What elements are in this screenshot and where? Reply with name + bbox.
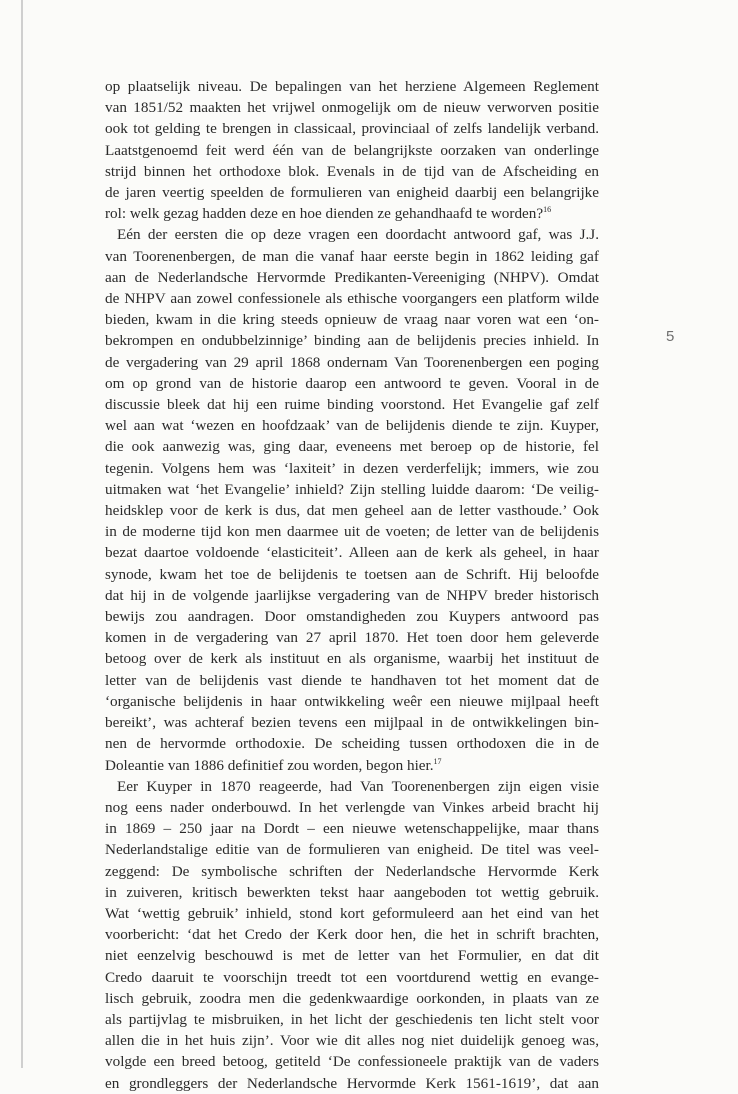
footnote-ref: 17 [433, 756, 442, 766]
text-line: op plaatselijk niveau. De bepalingen van het herziene Algemeen Reglement [105, 78, 599, 95]
text-line: letter van de belijdenis vast diende te handhaven tot het moment dat de [105, 671, 599, 689]
paragraph-3 [105, 776, 599, 1094]
text-line: niet eenzelvig beschouwd is met de letter van het Formulier, en dat dit [105, 947, 599, 965]
text-line: die ook aanwezig was, ging daar, eveneens met beroep op de historie, fel [105, 438, 599, 456]
text-line: discussie bleek dat hij een ruime binding voorstond. Het Evangelie gaf zelf [105, 396, 599, 414]
text-line: bekrompen en ondubbelzinnige’ binding aan de belijdenis precies inhield. In [105, 332, 599, 350]
text-line: ‘organische belijdenis in haar ontwikkeling weêr een nieuwe mijlpaal heeft [105, 692, 599, 710]
text-line: in 1869 – 250 jaar na Dordt – een nieuwe wetenschappelijke, maar thans [105, 820, 599, 838]
text-line-content: Doleantie van 1886 definitief zou worden, begon hier. [105, 756, 434, 774]
text-line: nog eens nader onderbouwd. In het verlengde van Vinkes arbeid bracht hij [105, 798, 599, 816]
text-line: allen die in het huis zijn’. Voor wie dit alles nog niet duidelijk genoeg was, [105, 1032, 599, 1050]
text-line: synode, kwam het toe de belijdenis te toetsen aan de Schrift. Hij beloofde [105, 565, 599, 583]
footnote-ref: 16 [543, 205, 552, 215]
text-line: Eer Kuyper in 1870 reageerde, had Van Toorenenbergen zijn eigen visie [117, 777, 599, 795]
text-line: als partijvlag te misbruiken, in het licht der geschiedenis ten licht stelt voor [105, 1010, 599, 1028]
text-line: nen de hervormde orthodoxie. De scheiding tussen orthodoxen die in de [105, 735, 599, 753]
text-line: bieden, kwam in die kring steeds opnieuw de vraag naar voren wat een ‘on- [105, 311, 599, 329]
text-line: volgde een breed betoog, getiteld ‘De confessioneele praktijk van de vaders [105, 1053, 599, 1071]
text-line: wel aan wat ‘wezen en hoofdzaak’ van de belijdenis diende te zijn. Kuyper, [105, 417, 599, 435]
text-line: bereikt’, was achteraf bezien tevens een mijlpaal in de ontwikkelingen bin- [105, 714, 599, 732]
text-line: voorbericht: ‘dat het Credo der Kerk door hen, die het in schrift brachten, [105, 926, 599, 944]
text-line-last [105, 755, 599, 776]
text-line: om op grond van de historie daarop een antwoord te geven. Vooral in de [105, 374, 599, 392]
paragraph-2 [105, 224, 599, 775]
body-text [105, 76, 599, 1094]
text-line: Laatstgenoemd feit werd één van de belangrijkste oorzaken van onderlinge [105, 141, 599, 159]
text-line: Nederlandstalige editie van de formulieren van enigheid. De titel was veel- [105, 841, 599, 859]
text-line: bewijs zou aandragen. Door omstandigheden zou Kuypers antwoord pas [105, 608, 599, 626]
text-line: de vergadering van 29 april 1868 ondernam Van Toorenenbergen een poging [105, 353, 599, 371]
text-line: aan de Nederlandsche Hervormde Predikanten-Vereeniging (NHPV). Omdat [105, 268, 599, 286]
text-line: Eén der eersten die op deze vragen een doordacht antwoord gaf, was J.J. [117, 226, 599, 244]
paragraph-1 [105, 76, 599, 224]
text-line: Credo daaruit te voorschijn treedt tot een voortdurend wettig en evange- [105, 968, 599, 986]
text-line: dat hij in de volgende jaarlijkse vergadering van de NHPV breder historisch [105, 586, 599, 604]
text-line: ook tot gelding te brengen in classicaal, provinciaal of zelfs landelijk verband. [105, 120, 599, 138]
margin-rule [21, 0, 23, 1068]
text-line: de NHPV aan zowel confessionele als ethische voorgangers een platform wilde [105, 290, 599, 308]
text-line: uitmaken wat ‘het Evangelie’ inhield? Zijn stelling luidde daarom: ‘De veilig- [105, 480, 599, 498]
page-number: 5 [666, 328, 675, 345]
text-line: betoog over de kerk als instituut en als organisme, waarbij het instituut de [105, 650, 599, 668]
text-line-content: rol: welk gezag hadden deze en hoe dienden ze gehandhaafd te worden? [105, 205, 544, 223]
text-line: bezat daartoe voldoende ‘elasticiteit’. Alleen aan de kerk als geheel, in haar [105, 544, 599, 562]
text-line: van 1851/52 maakten het vrijwel onmogelijk om de nieuw verworven positie [105, 99, 599, 117]
text-line-last [105, 203, 599, 224]
text-line: van Toorenenbergen, de man die vanaf haar eerste begin in 1862 leiding gaf [105, 247, 599, 265]
text-line: in zuiveren, kritisch bewerkten tekst haar aangeboden tot wettig gebruik. [105, 883, 599, 901]
text-line: heidsklep voor de kerk is dus, dat men geheel aan de letter vasthoude.’ Ook [105, 502, 599, 520]
text-line: strijd binnen het orthodoxe blok. Evenals in de tijd van de Afscheiding en [105, 162, 599, 180]
text-line: tegenin. Volgens hem was ‘laxiteit’ in dezen verderfelijk; immers, wie zou [105, 459, 599, 477]
text-line: lisch gebruik, zoodra men die gedenkwaardige oorkonden, in plaats van ze [105, 989, 599, 1007]
text-line: Wat ‘wettig gebruik’ inhield, stond kort geformuleerd aan het eind van het [105, 904, 599, 922]
text-line: de jaren veertig speelden de formulieren van enigheid daarbij een belangrijke [105, 184, 599, 202]
text-line: komen in de vergadering van 27 april 1870. Het toen door hem geleverde [105, 629, 599, 647]
text-line: en grondleggers der Nederlandsche Hervormde Kerk 1561-1619’, dat aan [105, 1074, 599, 1092]
text-line: in de moderne tijd kon men daarmee uit de voeten; de letter van de belijdenis [105, 523, 599, 541]
text-line: zeggend: De symbolische schriften der Nederlandsche Hervormde Kerk [105, 862, 599, 880]
